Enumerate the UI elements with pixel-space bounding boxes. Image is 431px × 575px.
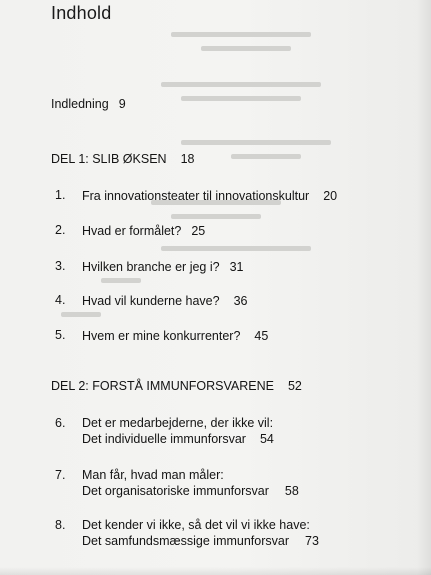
toc-chapter-page: 20 [323, 189, 338, 203]
toc-chapter-title-line1: Det kender vi ikke, så det vil vi ikke have: [82, 518, 310, 532]
toc-chapter-title-line1: Det er medarbejderne, der ikke vil: [82, 416, 274, 430]
toc-chapter-number: 3. [55, 259, 66, 273]
toc-part-1-label: DEL 1: SLIB ØKSEN [51, 152, 167, 166]
toc-part-2-page: 52 [287, 379, 302, 393]
toc-introduction[interactable] [51, 96, 126, 112]
page-title: Indhold [51, 3, 112, 23]
toc-part-2-label: DEL 2: FORSTÅ IMMUNFORSVARENE [51, 379, 274, 393]
toc-chapter-title: Hvem er mine konkurrenter? [82, 329, 241, 343]
toc-chapter-title-line2: Det organisatoriske immunforsvar [82, 484, 269, 498]
toc-chapter-title: Hvad er formålet? [82, 224, 182, 238]
toc-chapter-title: Fra innovationsteater til innovationskultur [82, 189, 310, 203]
toc-chapter-page: 45 [254, 329, 269, 343]
toc-chapter-page: 58 [284, 484, 299, 498]
toc-chapter-title: Hvad vil kunderne have? [82, 294, 220, 308]
toc-chapter-page: 36 [233, 294, 248, 308]
toc-part-1[interactable] [51, 151, 194, 167]
toc-chapter-page: 54 [259, 432, 274, 446]
toc-chapter-number: 1. [55, 188, 66, 202]
toc-introduction-page: 9 [118, 97, 126, 111]
toc-chapter-title-line2: Det samfundsmæssige immunforsvar [82, 534, 290, 548]
toc-chapter-title-line2: Det individuelle immunforsvar [82, 432, 246, 446]
toc-chapter-number: 8. [55, 518, 66, 532]
toc-chapter-page: 25 [191, 224, 206, 238]
toc-part-2[interactable] [51, 378, 302, 394]
toc-chapter-title-line1: Man får, hvad man måler: [82, 468, 224, 482]
toc-chapter-number: 6. [55, 416, 66, 430]
toc-introduction-label: Indledning [51, 97, 109, 111]
page-edge-shadow [417, 0, 431, 575]
toc-chapter-title: Hvilken branche er jeg i? [82, 260, 220, 274]
page-bottom-shadow [0, 567, 431, 575]
toc-chapter-number: 2. [55, 223, 66, 237]
toc-chapter-number: 5. [55, 328, 66, 342]
toc-chapter-number: 7. [55, 468, 66, 482]
toc-part-1-page: 18 [180, 152, 195, 166]
toc-chapter-page: 31 [229, 260, 244, 274]
toc-chapter-number: 4. [55, 293, 66, 307]
toc-chapter-page: 73 [305, 534, 319, 548]
